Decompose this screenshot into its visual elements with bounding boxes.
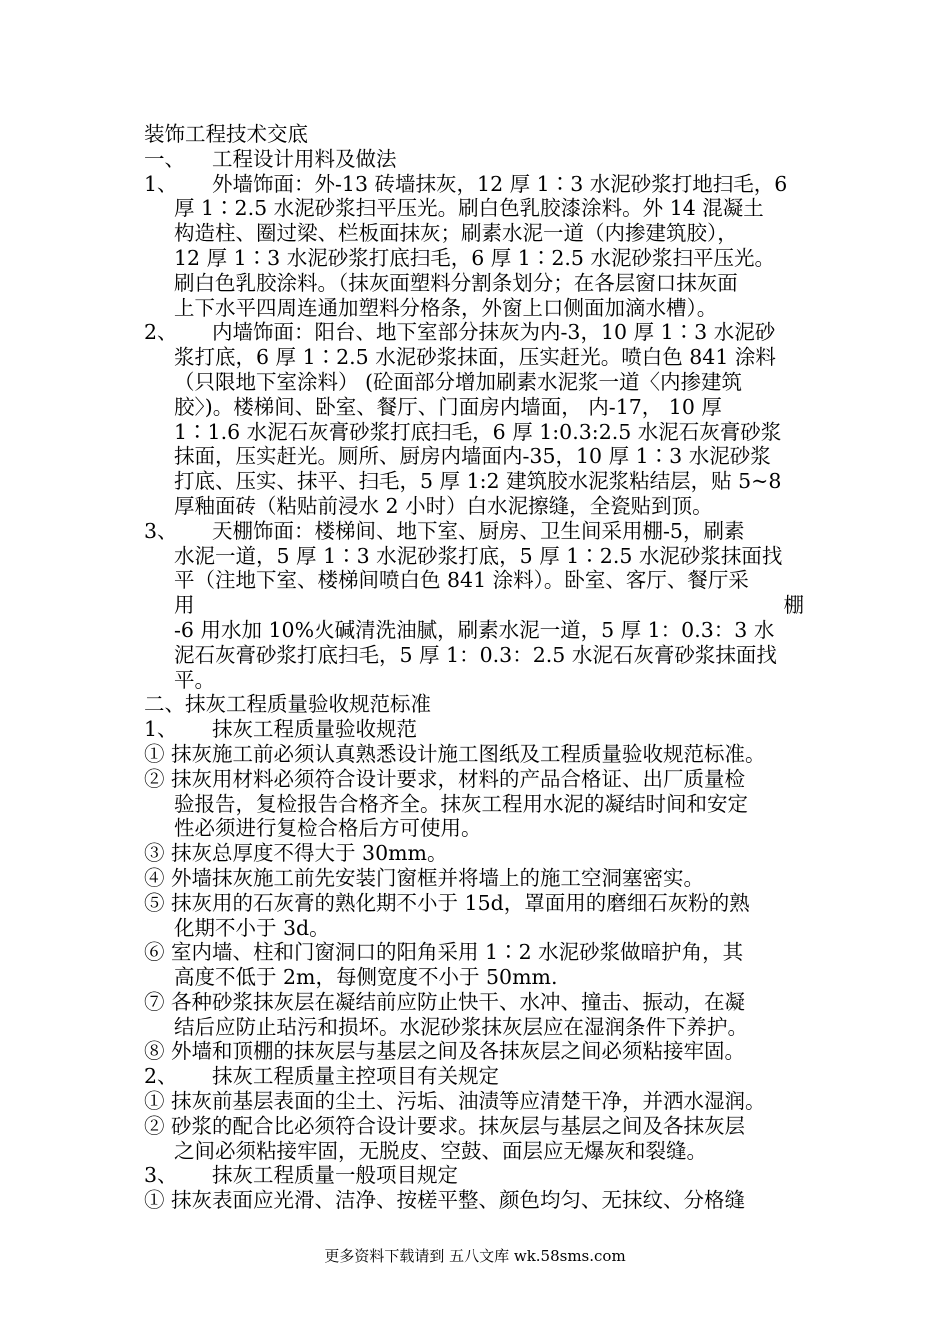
list-item-continuation: 化期不小于 3d。: [174, 915, 330, 940]
list-item: ② 砂浆的配合比必须符合设计要求。抹灰层与基层之间及各抹灰层: [144, 1113, 746, 1138]
list-item: ⑥ 室内墙、柱和门窗洞口的阳角采用 1∶2 水泥砂浆做暗护角，其: [144, 940, 744, 965]
list-item: ① 抹灰前基层表面的尘土、污垢、油渍等应清楚干净，并洒水湿润。: [144, 1089, 766, 1114]
item-1-line: 上下水平四周连通加塑料分格条，外窗上口侧面加滴水槽）。: [174, 295, 718, 320]
item-number: 2、: [144, 320, 178, 345]
item-3-line: -6 用水加 10%火碱清洗油腻，刷素水泥一道，5 厚 1：0.3：3 水: [174, 617, 775, 642]
item-3-line: 水泥一道，5 厚 1∶3 水泥砂浆打底，5 厚 1∶2.5 水泥砂浆抹面找: [174, 543, 783, 568]
list-item-continuation: 之间必须粘接牢固，无脱皮、空鼓、面层应无爆灰和裂缝。: [174, 1138, 707, 1163]
item-3-line: [144, 519, 804, 544]
item-3-line: 泥石灰膏砂浆打底扫毛，5 厚 1：0.3：2.5 水泥石灰膏砂浆抹面找: [174, 642, 777, 667]
section-heading-2: 二、抹灰工程质量验收规范标准: [144, 692, 431, 717]
section-heading-1: [144, 147, 804, 172]
list-item: ⑤ 抹灰用的石灰膏的熟化期不小于 15d，罩面用的磨细石灰粉的熟: [144, 890, 750, 915]
list-item: ⑧ 外墙和顶棚的抹灰层与基层之间及各抹灰层之间必须粘接牢固。: [144, 1039, 746, 1064]
section-number: 一、: [144, 146, 185, 171]
list-item-continuation: 高度不低于 2m，每侧宽度不小于 50mm.: [174, 965, 558, 990]
list-item-continuation: 性必须进行复检合格后方可使用。: [174, 816, 482, 841]
footer-text: 更多资料下载请到 五八文库 wk.58sms.com: [324, 1247, 626, 1265]
item-2-line: [144, 320, 804, 345]
item-3-line: 平（注地下室、楼梯间喷白色 841 涂料）。卧室、客厅、餐厅采: [174, 568, 749, 593]
list-item: ⑦ 各种砂浆抹灰层在凝结前应防止快干、水冲、撞击、振动，在凝: [144, 989, 746, 1014]
item-1-line: 12 厚 1∶3 水泥砂浆打底扫毛，6 厚 1∶2.5 水泥砂浆扫平压光。: [174, 245, 775, 270]
subsection-heading-2: [144, 1064, 804, 1089]
item-1-line: 厚 1∶2.5 水泥砂浆扫平压光。刷白色乳胶漆涂料。外 14 混凝土: [174, 196, 764, 221]
list-item-continuation: 验报告，复检报告合格齐全。抹灰工程用水泥的凝结时间和安定: [174, 791, 748, 816]
list-item: ① 抹灰施工前必须认真熟悉设计施工图纸及工程质量验收规范标准。: [144, 741, 766, 766]
subsection-number: 2、: [144, 1064, 178, 1089]
item-2-line: （只限地下室涂料） (砼面部分增加刷素水泥浆一道〈内掺建筑: [174, 369, 743, 394]
item-2-line: 抹面，压实赶光。厕所、厨房内墙面内-35，10 厚 1∶3 水泥砂浆: [174, 444, 771, 469]
list-item: ① 抹灰表面应光滑、洁净、按槎平整、颜色均匀、无抹纹、分格缝: [144, 1188, 746, 1213]
item-number: 3、: [144, 518, 178, 543]
document-title: 装饰工程技术交底: [144, 122, 308, 146]
item-text: 内墙饰面：阳台、地下室部分抹灰为内-3，10 厚 1∶3 水泥砂: [212, 320, 776, 345]
subsection-heading-text: 抹灰工程质量验收规范: [212, 717, 417, 742]
item-number: 1、: [144, 171, 178, 196]
item-text-end: 棚: [783, 593, 804, 618]
section-heading-text: 工程设计用料及做法: [212, 146, 397, 171]
item-2-line: 打底、压实、抹平、扫毛，5 厚 1:2 建筑胶水泥浆粘结层，贴 5~8: [174, 469, 782, 494]
subsection-heading-text: 抹灰工程质量主控项目有关规定: [212, 1064, 499, 1089]
subsection-heading-text: 抹灰工程质量一般项目规定: [212, 1163, 458, 1188]
item-2-line: 浆打底，6 厚 1∶2.5 水泥砂浆抹面，压实赶光。喷白色 841 涂料: [174, 345, 776, 370]
item-2-line: 1∶1.6 水泥石灰膏砂浆打底扫毛，6 厚 1:0.3:2.5 水泥石灰膏砂浆: [174, 419, 782, 444]
subsection-heading-3: [144, 1163, 804, 1188]
item-2-line: 厚釉面砖（粘贴前浸水 2 小时）白水泥擦缝，全瓷贴到顶。: [174, 493, 713, 518]
subsection-number: 3、: [144, 1163, 178, 1188]
item-1-line: [144, 172, 804, 197]
item-text: 天棚饰面：楼梯间、地下室、厨房、卫生间采用棚-5，刷素: [212, 518, 745, 543]
document-body: [144, 122, 804, 1213]
subsection-heading-1: [144, 717, 804, 742]
subsection-number: 1、: [144, 717, 178, 742]
item-2-line: 胶〉)。楼梯间、卧室、餐厅、门面房内墙面， 内-17， 10 厚: [174, 394, 722, 419]
item-text-start: 用: [174, 593, 195, 618]
list-item: ③ 抹灰总厚度不得大于 30mm。: [144, 841, 448, 866]
item-3-justified-line: [144, 593, 804, 618]
list-item: ④ 外墙抹灰施工前先安装门窗框并将墙上的施工空洞塞密实。: [144, 865, 705, 890]
item-1-line: 刷白色乳胶涂料。（抹灰面塑料分割条划分；在各层窗口抹灰面: [174, 270, 738, 295]
list-item-continuation: 结后应防止玷污和损坏。水泥砂浆抹灰层应在湿润条件下养护。: [174, 1014, 748, 1039]
item-1-line: 构造柱、圈过梁、栏板面抹灰；刷素水泥一道（内掺建筑胶），: [174, 221, 738, 246]
item-text: 外墙饰面：外-13 砖墙抹灰，12 厚 1∶3 水泥砂浆打地扫毛，6: [212, 171, 788, 196]
list-item: ② 抹灰用材料必须符合设计要求，材料的产品合格证、出厂质量检: [144, 766, 746, 791]
item-3-line: 平。: [174, 667, 215, 692]
